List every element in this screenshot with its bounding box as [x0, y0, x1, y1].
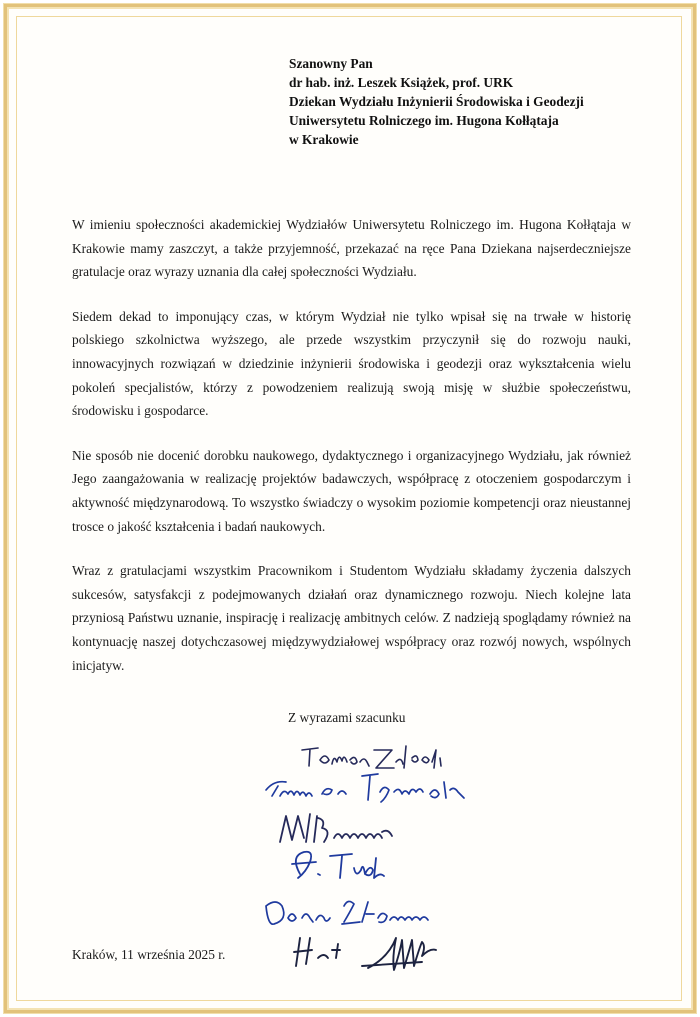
closing-phrase: Z wyrazami szacunku: [288, 710, 406, 725]
signature-4: [292, 852, 384, 878]
signature-2: [266, 774, 464, 802]
signatures-area: [258, 738, 508, 998]
paragraph-4: Wraz z gratulacjami wszystkim Pracownikom i Studentom Wydziału składamy życzenia dalszych sukcesów, satysfakcji z podejmowanych działań oraz dynamicznego rozwoju. Niech kolejne lata przyniosą Państwu uznanie, inspirację i realizację ambitnych celów. Z nadzieją spoglądamy również na kontynuację naszej dotychczasowej międzywydziałowej współpracy oraz rozwój nowych, wspólnych inicjatyw.: [72, 563, 631, 673]
place-and-date: Kraków, 11 września 2025 r.: [72, 947, 226, 962]
addressee-block: [289, 54, 584, 149]
signature-3: [280, 814, 392, 842]
addressee-position: Dziekan Wydziału Inżynierii Środowiska i Geodezji: [289, 94, 584, 109]
paragraph-1: W imieniu społeczności akademickiej Wydziałów Uniwersytetu Rolniczego im. Hugona Kołłątaja w Krakowie mamy zaszczyt, a także przyjemność, przekazać na ręce Pana Dziekana najserdeczniejsze gratulacje oraz wyrazy uznania dla całej społeczności Wydziału.: [72, 217, 631, 280]
signature-1: [302, 746, 441, 768]
addressee-salutation: Szanowny Pan: [289, 56, 373, 71]
addressee-university: Uniwersytetu Rolniczego im. Hugona Kołłątaja: [289, 113, 559, 128]
paragraph-2: Siedem dekad to imponujący czas, w którym Wydział nie tylko wpisał się na trwałe w historię polskiego szkolnictwa wyższego, ale przede wszystkim przyczynił się do rozwoju nauki, innowacyjnych rozwiązań w dziedzinie inżynierii środowiska i geodezji oraz wykształcenia wielu pokoleń specjalistów, którzy z powodzeniem realizują swoją misję w służbie społeczeństwu, środowisku i gospodarce.: [72, 308, 631, 419]
signature-5: [266, 901, 428, 924]
addressee-city: w Krakowie: [289, 132, 359, 147]
letter-body: [72, 213, 631, 698]
addressee-name: dr hab. inż. Leszek Książek, prof. URK: [289, 75, 514, 90]
signature-6: [294, 938, 436, 970]
paragraph-3: Nie sposób nie docenić dorobku naukowego, dydaktycznego i organizacyjnego Wydziału, jak również Jego zaangażowania w realizację projektów badawczych, współpracę z otoczeniem gospodarczym i aktywność międzynarodową. To wszystko świadczy o wysokim poziomie kompetencji oraz nieustannej trosce o jakość kształcenia i badań naukowych.: [72, 447, 631, 534]
